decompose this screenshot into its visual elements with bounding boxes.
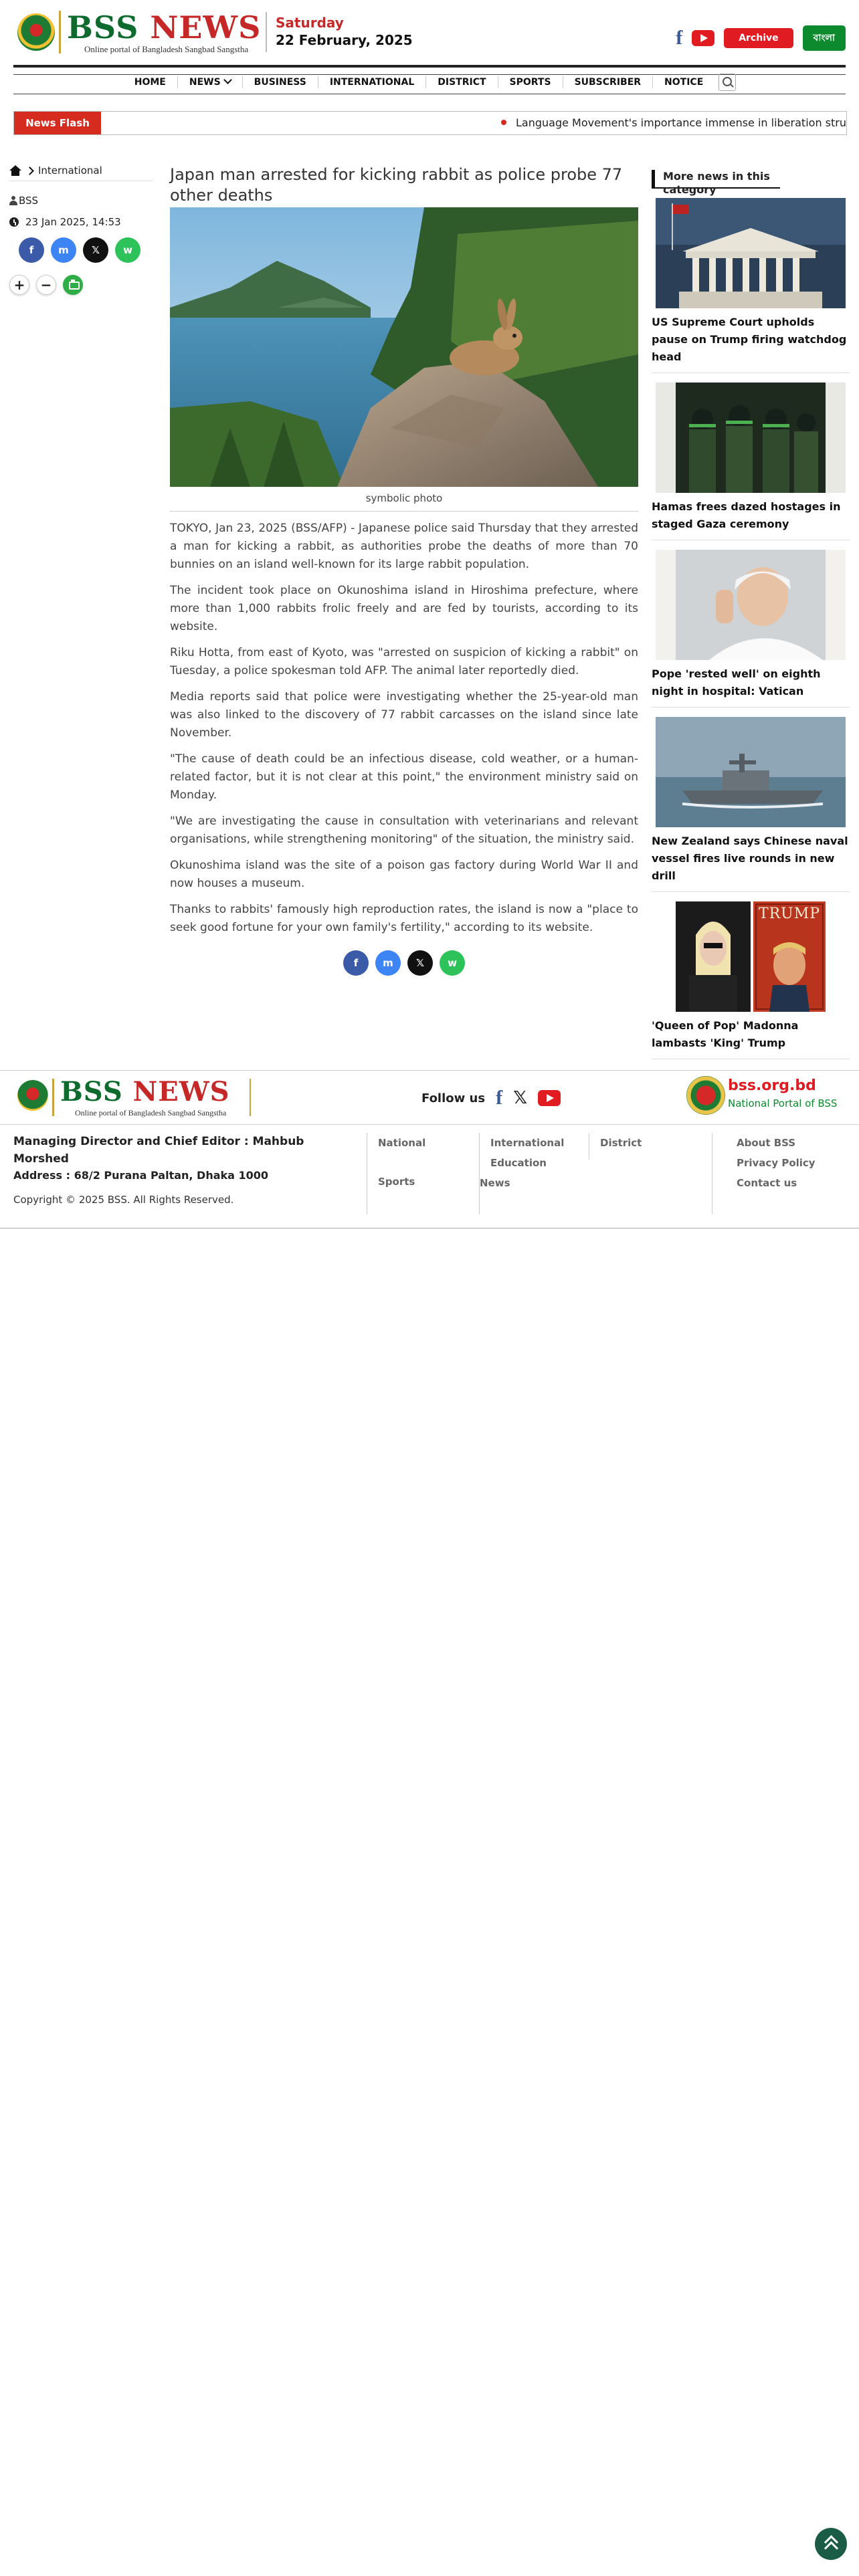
logo-text-bss: BSS bbox=[60, 1076, 123, 1107]
whatsapp-share-icon[interactable]: w bbox=[115, 237, 140, 263]
sidebar-news-title[interactable]: New Zealand says Chinese naval vessel fires live rounds in new drill bbox=[652, 835, 848, 882]
article-paragraph: Riku Hotta, from east of Kyoto, was "arrested on suspicion of kicking a rabbit" on Tuesday, a police spokesman told AFP. The animal later reportedly died. bbox=[170, 646, 638, 677]
zoom-in-button[interactable]: + bbox=[9, 275, 29, 295]
article bbox=[170, 165, 638, 976]
youtube-icon[interactable] bbox=[692, 30, 714, 46]
article-photo bbox=[170, 207, 638, 487]
sidebar-news-card[interactable] bbox=[652, 717, 850, 892]
article-author: BSS bbox=[9, 195, 157, 207]
chevron-down-icon bbox=[223, 76, 232, 84]
footer-links-col-3 bbox=[589, 1133, 710, 1160]
zoom-out-button[interactable]: − bbox=[36, 275, 56, 295]
logo-text-news: NEWS bbox=[150, 9, 262, 45]
article-headline: Japan man arrested for kicking rabbit as police probe 77 other deaths bbox=[170, 165, 623, 205]
news-thumbnail bbox=[656, 901, 846, 1012]
x-share-icon[interactable]: 𝕏 bbox=[407, 950, 433, 976]
copyright: Copyright © 2025 BSS. All Rights Reserved. bbox=[13, 1194, 234, 1206]
footer-info bbox=[13, 1133, 846, 1220]
nav-item-business[interactable]: BUSINESS bbox=[254, 77, 306, 88]
nav-item-news[interactable]: NEWS bbox=[178, 77, 242, 88]
article-tools bbox=[9, 275, 157, 295]
site-header bbox=[13, 8, 846, 56]
article-paragraph: TOKYO, Jan 23, 2025 (BSS/AFP) - Japanese police said Thursday that they arrested a man for kicking a rabbit, as authorities probe the deaths of more than 70 bunnies on an island well-known for its large rabbit population. bbox=[170, 522, 638, 571]
sidebar-news-title[interactable]: Hamas frees dazed hostages in staged Gaza ceremony bbox=[652, 500, 841, 530]
logo-text-news: NEWS bbox=[132, 1076, 230, 1107]
footer-links-col-2 bbox=[479, 1133, 587, 1214]
editor-name: Managing Director and Chief Editor : Mahbub Morshed bbox=[13, 1135, 304, 1166]
chevron-right-icon bbox=[25, 167, 34, 175]
news-flash-ticker bbox=[13, 111, 847, 135]
main-nav bbox=[13, 71, 846, 94]
news-thumbnail bbox=[656, 550, 846, 660]
news-thumbnail bbox=[656, 717, 846, 827]
facebook-icon[interactable]: f bbox=[496, 1087, 503, 1109]
site-logo[interactable] bbox=[13, 8, 261, 56]
header-day: Saturday bbox=[276, 15, 344, 31]
follow-us bbox=[421, 1088, 561, 1108]
sidebar-title: More news in this category bbox=[652, 170, 780, 189]
footer-link-national[interactable]: National bbox=[378, 1137, 426, 1149]
footer-link-contact[interactable]: Contact us bbox=[737, 1177, 797, 1189]
messenger-share-icon[interactable]: m bbox=[375, 950, 401, 976]
article-paragraph: Media reports said that police were investigating whether the 25-year-old man was also linked to the discovery of 77 rabbit carcasses on the island since late November. bbox=[170, 690, 638, 740]
portal-url: bss.org.bd bbox=[728, 1077, 816, 1094]
national-portal-link[interactable] bbox=[686, 1075, 846, 1116]
footer-link-privacy[interactable]: Privacy Policy bbox=[737, 1157, 816, 1169]
sidebar-news-title[interactable]: Pope 'rested well' on eighth night in hospital: Vatican bbox=[652, 667, 821, 697]
footer-links-col-1 bbox=[367, 1133, 468, 1214]
logo-tagline: Online portal of Bangladesh Sangbad Sangstha bbox=[84, 44, 249, 54]
nav-item-international[interactable]: INTERNATIONAL bbox=[329, 77, 415, 88]
facebook-icon[interactable]: f bbox=[676, 27, 683, 49]
photo-caption: symbolic photo bbox=[170, 492, 638, 512]
footer-branding-bar bbox=[0, 1070, 859, 1125]
logo-tagline: Online portal of Bangladesh Sangbad Sangstha bbox=[75, 1108, 227, 1117]
facebook-share-icon[interactable]: f bbox=[19, 237, 44, 263]
home-icon[interactable] bbox=[9, 165, 21, 176]
whatsapp-share-icon[interactable]: w bbox=[440, 950, 465, 976]
nav-item-sports[interactable]: SPORTS bbox=[509, 77, 551, 88]
x-share-icon[interactable]: 𝕏 bbox=[83, 237, 108, 263]
facebook-share-icon[interactable]: f bbox=[343, 950, 369, 976]
portal-label: National Portal of BSS bbox=[728, 1097, 838, 1109]
clock-icon bbox=[9, 217, 19, 227]
logo-text-bss: BSS bbox=[67, 9, 139, 45]
news-flash-label: News Flash bbox=[14, 112, 101, 134]
breadcrumb bbox=[9, 165, 153, 181]
footer-logo[interactable] bbox=[13, 1076, 251, 1119]
footer-link-sports[interactable]: Sports bbox=[378, 1176, 415, 1188]
header-actions bbox=[676, 25, 846, 51]
news-thumbnail bbox=[656, 198, 846, 308]
search-icon[interactable] bbox=[719, 74, 736, 91]
share-buttons-left bbox=[19, 237, 157, 263]
rabbit-island-image bbox=[170, 207, 638, 487]
article-paragraph: "We are investigating the cause in consultation with veterinarians and relevant organisations, while strengthening monitoring" of the situation, the ministry said. bbox=[170, 815, 638, 846]
print-icon[interactable] bbox=[63, 275, 83, 295]
article-paragraph: "The cause of death could be an infectious disease, cold weather, or a human-related factor, but it is not clear at this point," the environment ministry said on Monday. bbox=[170, 752, 638, 802]
header-date: 22 February, 2025 bbox=[276, 32, 413, 48]
footer-link-international[interactable]: International bbox=[490, 1137, 565, 1149]
nav-item-notice[interactable]: NOTICE bbox=[664, 77, 704, 88]
news-thumbnail bbox=[656, 383, 846, 493]
footer-link-education[interactable]: Education bbox=[490, 1157, 547, 1169]
footer-link-news[interactable]: News bbox=[480, 1177, 510, 1189]
footer-link-about[interactable]: About BSS bbox=[737, 1137, 796, 1149]
sidebar-news-card[interactable] bbox=[652, 550, 850, 708]
magazine-cover-text: TRUMP bbox=[758, 905, 821, 922]
bangla-language-button[interactable]: বাংলা bbox=[803, 25, 846, 51]
bss-emblem-icon bbox=[17, 13, 55, 51]
footer-links-col-4 bbox=[712, 1133, 833, 1214]
user-icon bbox=[9, 196, 17, 205]
office-address: Address : 68/2 Purana Paltan, Dhaka 1000 bbox=[13, 1169, 269, 1182]
nav-item-district[interactable]: DISTRICT bbox=[438, 77, 486, 88]
breadcrumb-section[interactable]: International bbox=[38, 165, 102, 177]
nav-item-home[interactable]: HOME bbox=[134, 77, 166, 88]
sidebar-news-card[interactable] bbox=[652, 383, 850, 540]
footer-link-district[interactable]: District bbox=[600, 1137, 642, 1149]
nav-item-subscriber[interactable]: SUBSCRIBER bbox=[574, 77, 642, 88]
bullet-icon bbox=[501, 120, 506, 125]
article-meta-column bbox=[9, 165, 157, 295]
more-news-sidebar bbox=[652, 170, 850, 1059]
messenger-share-icon[interactable]: m bbox=[51, 237, 76, 263]
x-icon[interactable]: 𝕏 bbox=[513, 1088, 528, 1108]
article-paragraph: The incident took place on Okunoshima island in Hiroshima prefecture, where more than 1,000 rabbits frolic freely and are fed by tourists, according to its website. bbox=[170, 584, 638, 633]
sidebar-news-title[interactable]: 'Queen of Pop' Madonna lambasts 'King' Trump bbox=[652, 1019, 799, 1049]
publish-time: 23 Jan 2025, 14:53 bbox=[9, 216, 157, 228]
scroll-to-top-icon[interactable] bbox=[815, 2528, 847, 2560]
sidebar-news-card[interactable] bbox=[652, 198, 850, 373]
article-paragraph: Okunoshima island was the site of a poison gas factory during World War II and now houses a museum. bbox=[170, 859, 638, 890]
article-paragraph: Thanks to rabbits' famously high reproduction rates, the island is now a "place to seek good fortune for your own family's fertility," according to its website. bbox=[170, 903, 638, 934]
archive-button[interactable]: Archive bbox=[724, 28, 793, 48]
youtube-icon[interactable] bbox=[538, 1090, 561, 1106]
sidebar-news-card[interactable] bbox=[652, 901, 850, 1059]
follow-us-label: Follow us bbox=[421, 1091, 486, 1105]
bangladesh-emblem-icon bbox=[686, 1076, 725, 1115]
bss-emblem-icon bbox=[17, 1080, 48, 1111]
ticker-headline[interactable]: Language Movement's importance immense in liberation stru bbox=[108, 112, 846, 134]
share-buttons-bottom bbox=[170, 950, 638, 976]
article-body bbox=[170, 520, 638, 937]
sidebar-news-title[interactable]: US Supreme Court upholds pause on Trump firing watchdog head bbox=[652, 316, 847, 363]
editor-info bbox=[13, 1133, 355, 1206]
